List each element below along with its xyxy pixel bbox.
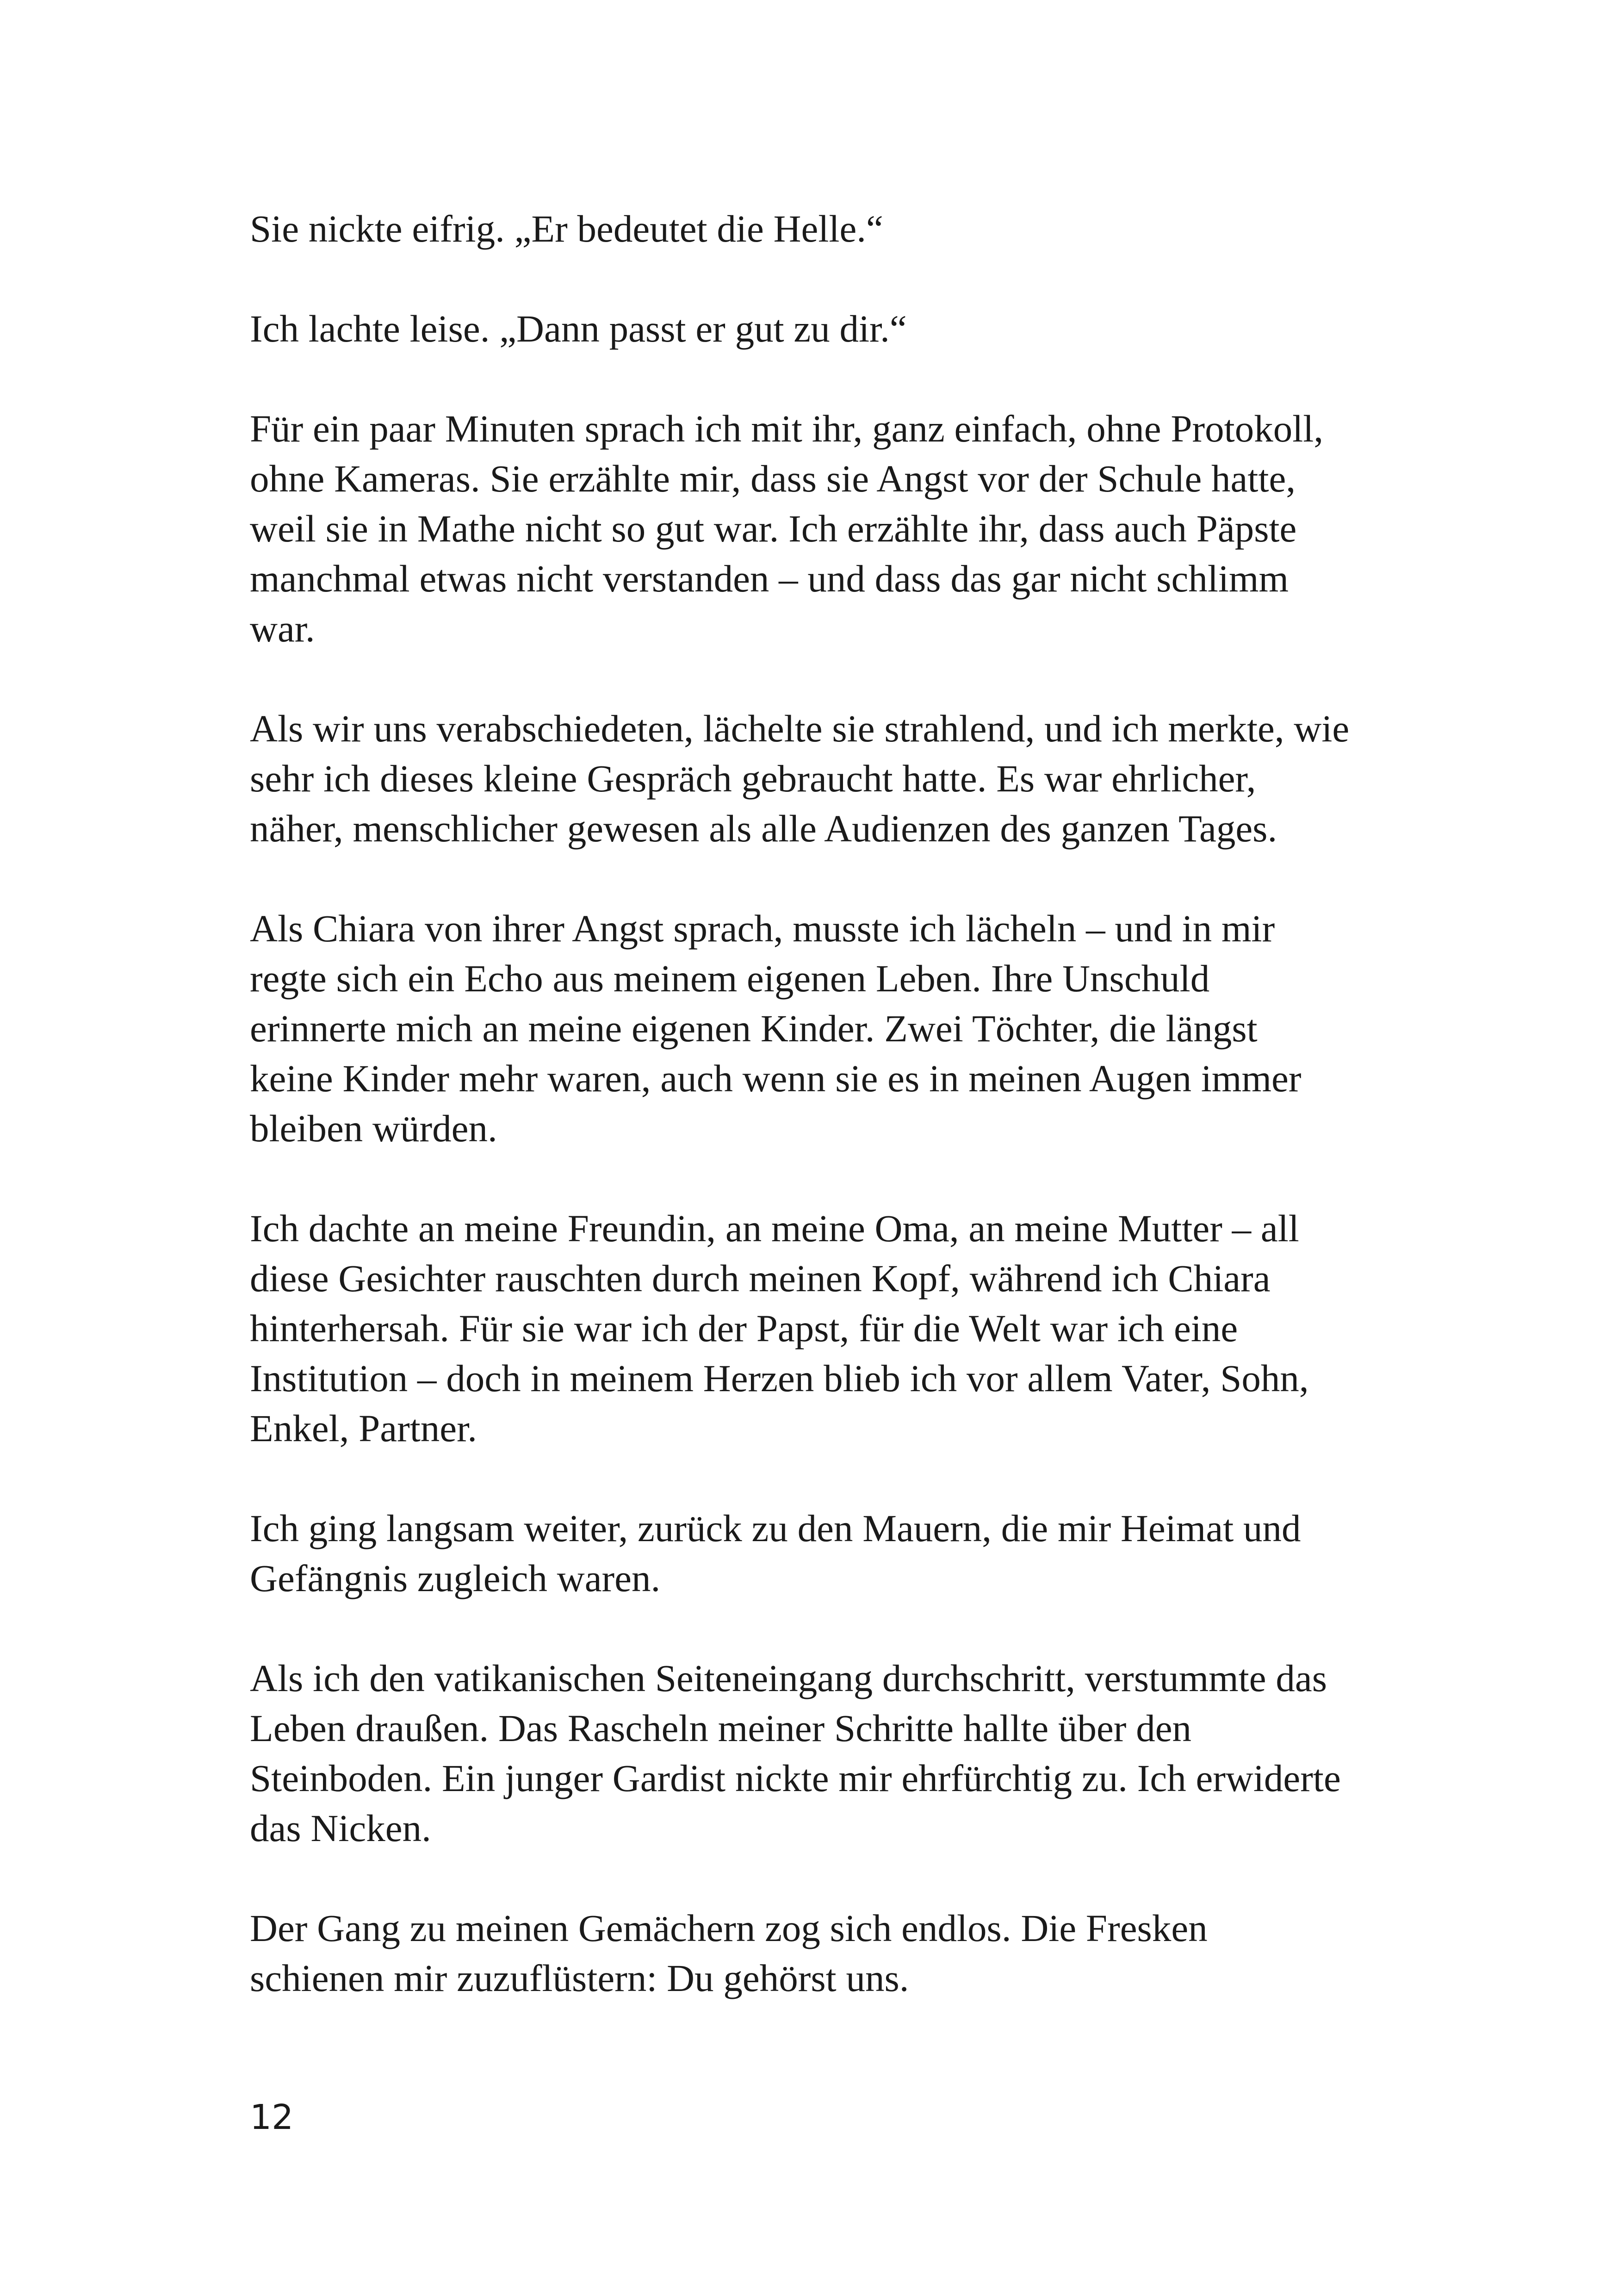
text-line: diese Gesichter rauschten durch meinen Kopf, während ich Chiara [250, 1257, 1271, 1300]
text-line: das Nicken. [250, 1807, 431, 1849]
text-line: Als wir uns verabschiedeten, lächelte sie strahlend, und ich merkte, wie [250, 707, 1350, 750]
text-line: schienen mir zuzuflüstern: Du gehörst uns. [250, 1957, 909, 1999]
paragraph [250, 204, 1425, 254]
text-line: Steinboden. Ein junger Gardist nickte mir ehrfürchtig zu. Ich erwiderte [250, 1757, 1341, 1799]
text-line: Als ich den vatikanischen Seiteneingang durchschritt, verstummte das [250, 1657, 1327, 1699]
text-line: näher, menschlicher gewesen als alle Audienzen des ganzen Tages. [250, 807, 1277, 850]
paragraph [250, 1203, 1425, 1453]
paragraph [250, 1903, 1425, 2003]
text-line: Sie nickte eifrig. „Er bedeutet die Helle.“ [250, 207, 883, 250]
paragraph [250, 304, 1425, 354]
text-line: regte sich ein Echo aus meinem eigenen Leben. Ihre Unschuld [250, 957, 1210, 1000]
text-line: war. [250, 607, 315, 650]
paragraph [250, 1653, 1425, 1853]
text-line: Als Chiara von ihrer Angst sprach, musste ich lächeln – und in mir [250, 907, 1275, 950]
text-line: Der Gang zu meinen Gemächern zog sich endlos. Die Fresken [250, 1907, 1208, 1949]
text-line: Leben draußen. Das Rascheln meiner Schritte hallte über den [250, 1707, 1192, 1749]
text-line: hinterhersah. Für sie war ich der Papst, für die Welt war ich eine [250, 1307, 1238, 1350]
text-line: Ich dachte an meine Freundin, an meine Oma, an meine Mutter – all [250, 1207, 1299, 1250]
text-line: keine Kinder mehr waren, auch wenn sie es in meinen Augen immer [250, 1057, 1302, 1100]
text-line: Ich lachte leise. „Dann passt er gut zu dir.“ [250, 307, 907, 350]
text-line: Enkel, Partner. [250, 1407, 477, 1450]
text-line: manchmal etwas nicht verstanden – und dass das gar nicht schlimm [250, 557, 1289, 600]
text-line: Für ein paar Minuten sprach ich mit ihr, ganz einfach, ohne Protokoll, [250, 407, 1324, 450]
text-line: Institution – doch in meinem Herzen blieb ich vor allem Vater, Sohn, [250, 1357, 1309, 1400]
text-line: Gefängnis zugleich waren. [250, 1557, 661, 1599]
paragraph [250, 703, 1425, 853]
text-line: erinnerte mich an meine eigenen Kinder. Zwei Töchter, die längst [250, 1007, 1258, 1050]
text-line: sehr ich dieses kleine Gespräch gebraucht hatte. Es war ehrlicher, [250, 757, 1256, 800]
paragraph [250, 404, 1425, 653]
text-line: bleiben würden. [250, 1107, 497, 1150]
paragraph [250, 1503, 1425, 1603]
body-text [250, 204, 1425, 2053]
paragraph [250, 903, 1425, 1153]
page-number: 12 [250, 2097, 294, 2137]
text-line: ohne Kameras. Sie erzählte mir, dass sie Angst vor der Schule hatte, [250, 457, 1296, 500]
text-line: weil sie in Mathe nicht so gut war. Ich erzählte ihr, dass auch Päpste [250, 507, 1297, 550]
text-line: Ich ging langsam weiter, zurück zu den Mauern, die mir Heimat und [250, 1507, 1301, 1549]
